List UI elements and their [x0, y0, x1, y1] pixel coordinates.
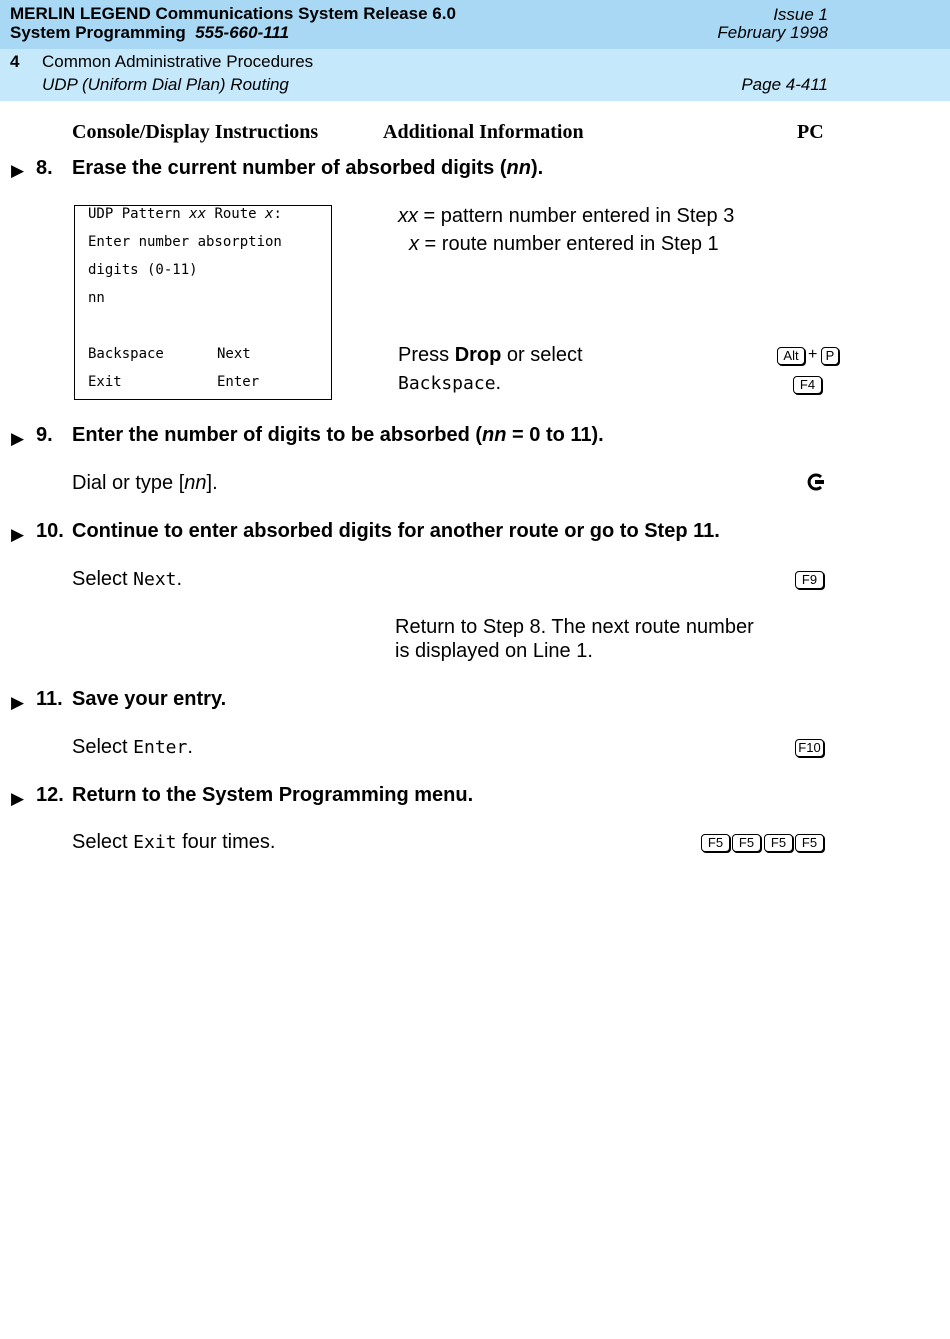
chapter-number: 4	[10, 52, 20, 71]
step-number: 10.	[36, 520, 64, 542]
softkey-next[interactable]: Next	[217, 346, 251, 362]
key-plus: +	[808, 346, 818, 363]
screen-line-2: Enter number absorption	[88, 234, 282, 250]
step-title: Continue to enter absorbed digits for another route or go to Step 11.	[72, 520, 720, 542]
step-number: 9.	[36, 424, 53, 446]
f5-key-icon: F5	[764, 834, 793, 852]
section-title: UDP (Uniform Dial Plan) Routing	[42, 75, 289, 94]
step-arrow-icon: ▶	[11, 693, 25, 712]
screen-line-3: digits (0-11)	[88, 262, 198, 278]
info-return-line-1: Return to Step 8. The next route number	[395, 616, 754, 638]
softkey-exit[interactable]: Exit	[88, 374, 122, 390]
f9-key-icon: F9	[795, 571, 824, 589]
info-backspace: Backspace.	[398, 372, 502, 394]
info-return-line-2: is displayed on Line 1.	[395, 640, 593, 662]
step-title: Erase the current number of absorbed digits (nn).	[72, 157, 544, 179]
f4-key-icon: F4	[793, 376, 822, 394]
instruction-select-exit: Select Exit four times.	[72, 831, 276, 853]
page-number: Page 4-411	[741, 75, 828, 94]
step-arrow-icon: ▶	[11, 161, 25, 180]
f5-key-icon: F5	[795, 834, 824, 852]
step-title: Return to the System Programming menu.	[72, 784, 474, 806]
f5-key-icon: F5	[701, 834, 730, 852]
screen-line-4: nn	[88, 290, 105, 306]
step-arrow-icon: ▶	[11, 525, 25, 544]
dial-pad-icon	[806, 472, 826, 497]
document-title: MERLIN LEGEND Communications System Release 6.0	[10, 4, 456, 23]
instruction-dial: Dial or type [nn].	[72, 472, 218, 494]
info-x-definition: x = route number entered in Step 1	[409, 233, 719, 255]
softkey-backspace[interactable]: Backspace	[88, 346, 164, 362]
f5-key-icon: F5	[732, 834, 761, 852]
issue-date: February 1998	[717, 23, 828, 42]
p-key-icon: P	[821, 347, 839, 365]
info-xx-definition: xx = pattern number entered in Step 3	[398, 205, 735, 227]
doc-number: 555-660-111	[195, 23, 290, 42]
step-arrow-icon: ▶	[11, 789, 25, 808]
screen-line-1: UDP Pattern xx Route x:	[88, 206, 282, 222]
issue-label: Issue 1	[773, 5, 828, 24]
document-subtitle: System Programming 555-660-111	[10, 23, 290, 42]
instruction-select-enter: Select Enter.	[72, 736, 193, 758]
chapter-title: Common Administrative Procedures	[42, 52, 314, 71]
step-number: 8.	[36, 157, 53, 179]
column-heading-info: Additional Information	[383, 121, 584, 143]
step-arrow-icon: ▶	[11, 429, 25, 448]
column-heading-pc: PC	[797, 121, 824, 143]
instruction-select-next: Select Next.	[72, 568, 183, 590]
display-screen	[74, 205, 332, 400]
step-title: Enter the number of digits to be absorbed (nn = 0 to 11).	[72, 424, 604, 446]
info-press-drop: Press Drop or select	[398, 344, 583, 366]
step-number: 12.	[36, 784, 64, 806]
column-heading-console: Console/Display Instructions	[72, 121, 319, 143]
alt-key-icon: Alt	[777, 347, 805, 365]
softkey-enter[interactable]: Enter	[217, 374, 260, 390]
step-number: 11.	[36, 688, 63, 710]
step-title: Save your entry.	[72, 688, 227, 710]
f10-key-icon: F10	[795, 739, 824, 757]
